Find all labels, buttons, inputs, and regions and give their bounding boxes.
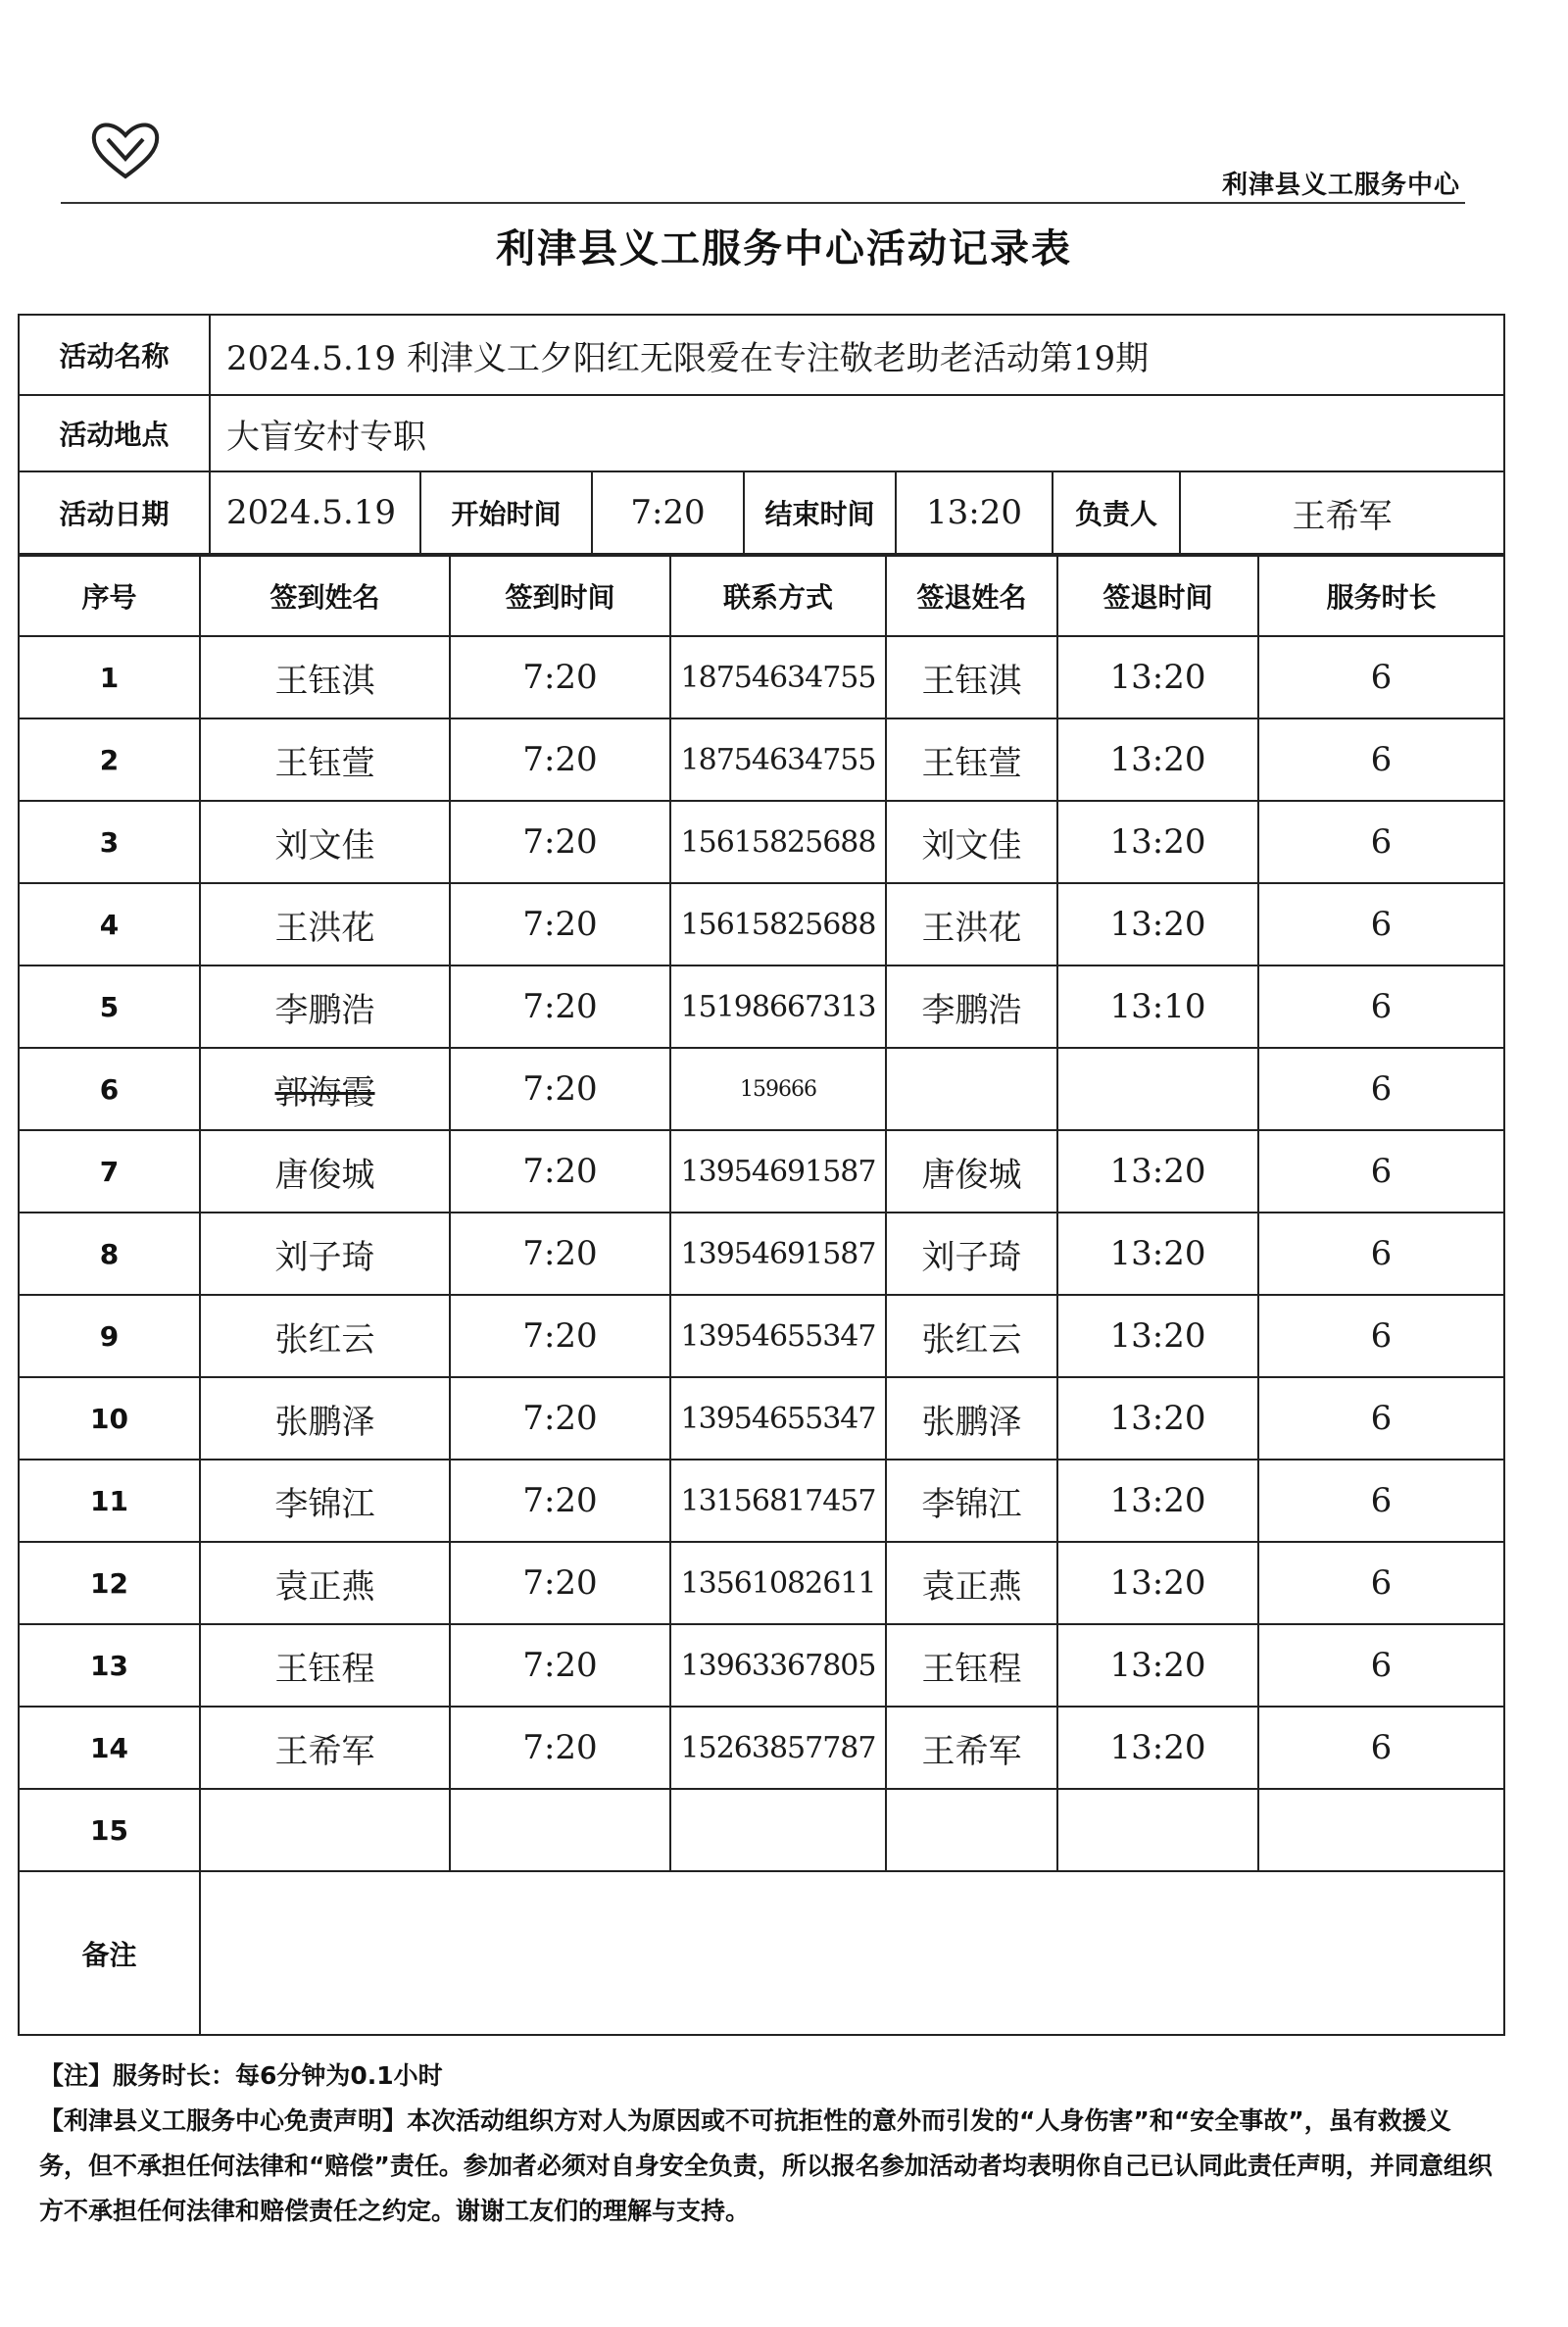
column-header-sign-in-name: 签到姓名: [200, 556, 450, 636]
sign-out-time: [1057, 1789, 1258, 1871]
sign-out-name: 刘子琦: [886, 1213, 1057, 1295]
table-row: [19, 965, 1504, 1048]
start-time-label: 开始时间: [420, 471, 592, 554]
table-row: [19, 1213, 1504, 1295]
contact-phone: 13954691587: [670, 1213, 886, 1295]
sign-out-name: 李锦江: [886, 1460, 1057, 1542]
sign-in-time: 7:20: [450, 636, 670, 718]
service-hours: 6: [1258, 1377, 1504, 1460]
service-hours: 6: [1258, 718, 1504, 801]
column-header-contact: 联系方式: [670, 556, 886, 636]
row-number: 4: [19, 883, 200, 965]
service-hours: 6: [1258, 883, 1504, 965]
sign-in-time: [450, 1789, 670, 1871]
row-number: 3: [19, 801, 200, 883]
row-number: 1: [19, 636, 200, 718]
sign-in-name: 张鹏泽: [200, 1377, 450, 1460]
sign-out-time: 13:20: [1057, 1460, 1258, 1542]
sign-in-name: 袁正燕: [200, 1542, 450, 1624]
column-header-sign-out-name: 签退姓名: [886, 556, 1057, 636]
sign-out-time: [1057, 1048, 1258, 1130]
sign-out-time: 13:20: [1057, 1624, 1258, 1707]
table-row: [19, 1789, 1504, 1871]
organization-name: 利津县义工服务中心: [1221, 171, 1460, 200]
sign-out-time: 13:20: [1057, 1295, 1258, 1377]
sign-in-time: 7:20: [450, 1295, 670, 1377]
sign-in-name: 刘文佳: [200, 801, 450, 883]
service-hours: 6: [1258, 1542, 1504, 1624]
service-hours-note: 【注】服务时长：每6分钟为0.1小时: [39, 2061, 443, 2090]
column-header-service-hours: 服务时长: [1258, 556, 1504, 636]
row-number: 10: [19, 1377, 200, 1460]
sign-out-time: 13:20: [1057, 1213, 1258, 1295]
sign-in-name: 王洪花: [200, 883, 450, 965]
heart-logo-icon: [86, 116, 165, 184]
contact-phone: [670, 1789, 886, 1871]
row-number: 12: [19, 1542, 200, 1624]
sign-in-time: 7:20: [450, 1213, 670, 1295]
activity-date-label: 活动日期: [19, 471, 210, 554]
activity-info-table: [18, 314, 1505, 555]
contact-phone: 13954655347: [670, 1377, 886, 1460]
contact-phone: 13156817457: [670, 1460, 886, 1542]
sign-out-name: 王洪花: [886, 883, 1057, 965]
column-header-sign-in-time: 签到时间: [450, 556, 670, 636]
contact-phone: 13561082611: [670, 1542, 886, 1624]
table-row: [19, 1130, 1504, 1213]
service-hours: 6: [1258, 1130, 1504, 1213]
sign-out-name: 袁正燕: [886, 1542, 1057, 1624]
sign-out-name: 张鹏泽: [886, 1377, 1057, 1460]
row-number: 15: [19, 1789, 200, 1871]
contact-phone: 15615825688: [670, 801, 886, 883]
remarks-label: 备注: [19, 1871, 200, 2035]
header-divider: [61, 202, 1465, 204]
service-hours: 6: [1258, 1624, 1504, 1707]
service-hours: 6: [1258, 801, 1504, 883]
sign-out-time: 13:20: [1057, 883, 1258, 965]
service-hours: 6: [1258, 1707, 1504, 1789]
contact-phone: 18754634755: [670, 636, 886, 718]
table-row: [19, 1460, 1504, 1542]
sign-out-name: 王钰程: [886, 1624, 1057, 1707]
activity-location-value: 大盲安村专职: [210, 395, 1504, 471]
sign-in-name: 张红云: [200, 1295, 450, 1377]
activity-name-label: 活动名称: [19, 315, 210, 395]
sign-out-time: 13:20: [1057, 1130, 1258, 1213]
sign-in-name: 王钰淇: [200, 636, 450, 718]
row-number: 7: [19, 1130, 200, 1213]
service-hours: 6: [1258, 1295, 1504, 1377]
service-hours: 6: [1258, 1048, 1504, 1130]
service-hours: 6: [1258, 965, 1504, 1048]
sign-in-time: 7:20: [450, 883, 670, 965]
remarks-row: [19, 1871, 1504, 2035]
sign-in-time: 7:20: [450, 1048, 670, 1130]
sign-in-name: 李鹏浩: [200, 965, 450, 1048]
contact-phone: 15615825688: [670, 883, 886, 965]
service-hours: 6: [1258, 636, 1504, 718]
sign-out-time: 13:20: [1057, 636, 1258, 718]
sign-out-time: 13:20: [1057, 1542, 1258, 1624]
end-time-label: 结束时间: [744, 471, 896, 554]
start-time-value: 7:20: [592, 471, 744, 554]
sign-in-time: 7:20: [450, 801, 670, 883]
sign-out-time: 13:10: [1057, 965, 1258, 1048]
sign-in-table: [18, 555, 1505, 2036]
table-row: [19, 883, 1504, 965]
table-row: [19, 801, 1504, 883]
sign-out-name: 李鹏浩: [886, 965, 1057, 1048]
contact-phone: 15263857787: [670, 1707, 886, 1789]
sign-in-name: 李锦江: [200, 1460, 450, 1542]
row-number: 6: [19, 1048, 200, 1130]
table-row: [19, 1295, 1504, 1377]
sign-out-name: [886, 1048, 1057, 1130]
sign-in-time: 7:20: [450, 718, 670, 801]
row-number: 8: [19, 1213, 200, 1295]
sign-out-time: 13:20: [1057, 801, 1258, 883]
activity-date-value: 2024.5.19: [210, 471, 420, 554]
activity-location-label: 活动地点: [19, 395, 210, 471]
row-number: 11: [19, 1460, 200, 1542]
sign-in-name: 刘子琦: [200, 1213, 450, 1295]
activity-record-sheet: [18, 314, 1503, 2036]
row-number: 14: [19, 1707, 200, 1789]
table-row: [19, 1377, 1504, 1460]
table-row: [19, 636, 1504, 718]
row-number: 2: [19, 718, 200, 801]
sign-out-name: 王希军: [886, 1707, 1057, 1789]
sign-out-time: 13:20: [1057, 1707, 1258, 1789]
sign-out-name: [886, 1789, 1057, 1871]
page-title: 利津县义工服务中心活动记录表: [496, 226, 1072, 272]
sign-in-name: [200, 1789, 450, 1871]
owner-value: 王希军: [1180, 471, 1504, 554]
contact-phone: 13963367805: [670, 1624, 886, 1707]
sign-in-name: 王希军: [200, 1707, 450, 1789]
row-number: 13: [19, 1624, 200, 1707]
sign-out-name: 张红云: [886, 1295, 1057, 1377]
sign-in-time: 7:20: [450, 1624, 670, 1707]
sign-out-name: 刘文佳: [886, 801, 1057, 883]
row-number: 5: [19, 965, 200, 1048]
contact-phone: 159666: [670, 1048, 886, 1130]
sign-out-time: 13:20: [1057, 1377, 1258, 1460]
table-row: [19, 1707, 1504, 1789]
sign-out-name: 王钰萱: [886, 718, 1057, 801]
contact-phone: 13954655347: [670, 1295, 886, 1377]
service-hours: [1258, 1789, 1504, 1871]
table-row: [19, 1048, 1504, 1130]
contact-phone: 18754634755: [670, 718, 886, 801]
sign-in-name: 唐俊城: [200, 1130, 450, 1213]
service-hours: 6: [1258, 1460, 1504, 1542]
sign-in-time: 7:20: [450, 1707, 670, 1789]
sign-out-name: 唐俊城: [886, 1130, 1057, 1213]
sign-in-name: 王钰程: [200, 1624, 450, 1707]
sign-in-time: 7:20: [450, 965, 670, 1048]
end-time-value: 13:20: [896, 471, 1053, 554]
column-header-sign-out-time: 签退时间: [1057, 556, 1258, 636]
table-row: [19, 1542, 1504, 1624]
sign-in-name: 王钰萱: [200, 718, 450, 801]
owner-label: 负责人: [1053, 471, 1180, 554]
column-header-no: 序号: [19, 556, 200, 636]
service-hours: 6: [1258, 1213, 1504, 1295]
table-row: [19, 718, 1504, 801]
activity-name-value: 2024.5.19 利津义工夕阳红无限爱在专注敬老助老活动第19期: [210, 315, 1504, 395]
sign-in-time: 7:20: [450, 1130, 670, 1213]
sign-in-time: 7:20: [450, 1542, 670, 1624]
sign-in-time: 7:20: [450, 1377, 670, 1460]
contact-phone: 13954691587: [670, 1130, 886, 1213]
sign-out-time: 13:20: [1057, 718, 1258, 801]
disclaimer-text: 【利津县义工服务中心免责声明】本次活动组织方对人为原因或不可抗拒性的意外而引发的“人身伤害”和“安全事故”，虽有救援义务，但不承担任何法律和“赔偿”责任。参加者必须对自身安全负责，所以报名参加活动者均表明你自己已认同此责任声明，并同意组织方不承担任何法律和赔偿责任之约定。谢谢工友们的理解与支持。: [39, 2106, 1493, 2225]
remarks-value: [200, 1871, 1504, 2035]
sign-in-time: 7:20: [450, 1460, 670, 1542]
sign-in-name: 郭海霞: [200, 1048, 450, 1130]
row-number: 9: [19, 1295, 200, 1377]
table-header-row: [19, 556, 1504, 636]
footnotes: [39, 2054, 1499, 2234]
table-row: [19, 1624, 1504, 1707]
sign-out-name: 王钰淇: [886, 636, 1057, 718]
contact-phone: 15198667313: [670, 965, 886, 1048]
